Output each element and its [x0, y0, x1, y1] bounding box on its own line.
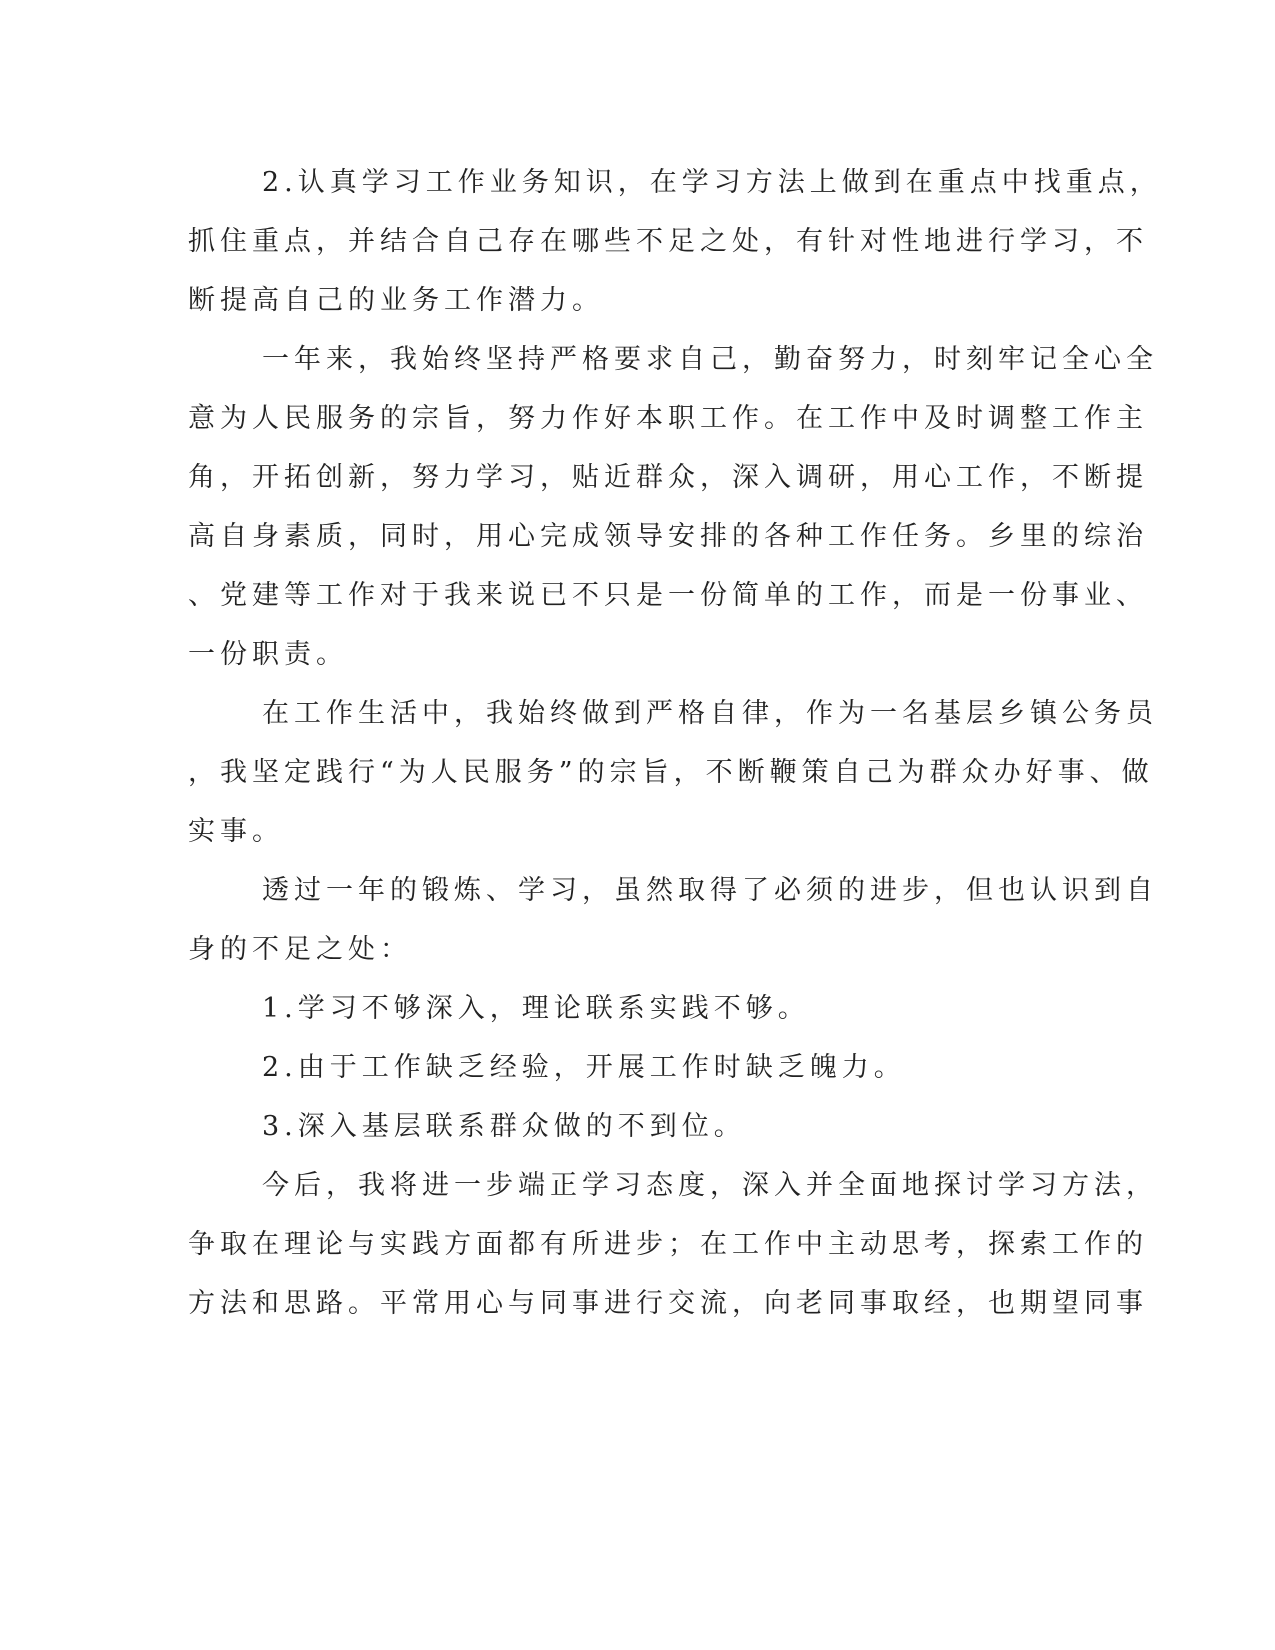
text-line: 断提高自己的业务工作潜力。: [188, 285, 604, 316]
text-line: ，我坚定践行“为人民服务”的宗旨，不断鞭策自己为群众办好事、做: [188, 757, 1154, 788]
text-line: 在工作生活中，我始终做到严格自律，作为一名基层乡镇公务员: [262, 698, 1158, 729]
text-line: 、党建等工作对于我来说已不只是一份简单的工作，而是一份事业、: [188, 580, 1148, 611]
text-line: 一份职责。: [188, 639, 348, 670]
text-line: 一年来，我始终坚持严格要求自己，勤奋努力，时刻牢记全心全: [262, 344, 1158, 375]
list-item: 2.由于工作缺乏经验，开展工作时缺乏魄力。: [262, 1052, 906, 1083]
text-line: 高自身素质，同时，用心完成领导安排的各种工作任务。乡里的综治: [188, 521, 1148, 552]
text-line: 方法和思路。平常用心与同事进行交流，向老同事取经，也期望同事: [188, 1288, 1148, 1319]
list-item: 3.深入基层联系群众做的不到位。: [262, 1111, 746, 1142]
text-line: 透过一年的锻炼、学习，虽然取得了必须的进步，但也认识到自: [262, 875, 1158, 906]
text-line: 意为人民服务的宗旨，努力作好本职工作。在工作中及时调整工作主: [188, 403, 1148, 434]
text-line: 今后，我将进一步端正学习态度，深入并全面地探讨学习方法，: [262, 1170, 1158, 1201]
text-line: 身的不足之处：: [188, 934, 412, 965]
text-line: 实事。: [188, 816, 284, 847]
list-item: 1.学习不够深入，理论联系实践不够。: [262, 993, 810, 1024]
text-line: 2.认真学习工作业务知识，在学习方法上做到在重点中找重点，: [262, 167, 1162, 198]
text-line: 角，开拓创新，努力学习，贴近群众，深入调研，用心工作，不断提: [188, 462, 1148, 493]
text-line: 争取在理论与实践方面都有所进步；在工作中主动思考，探索工作的: [188, 1229, 1148, 1260]
text-line: 抓住重点，并结合自己存在哪些不足之处，有针对性地进行学习，不: [188, 226, 1148, 257]
